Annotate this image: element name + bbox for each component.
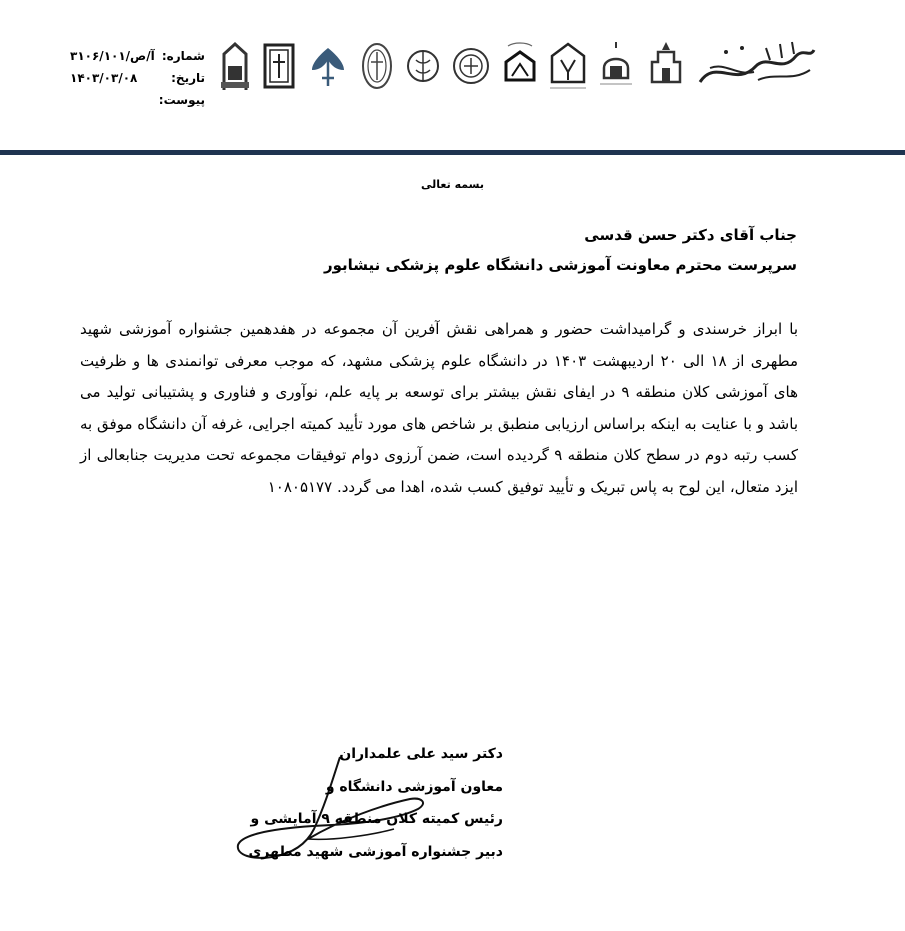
university-emblem-1 [646, 38, 686, 92]
festival-calligraphy-logo [696, 38, 816, 94]
university-emblem-3 [548, 40, 588, 92]
university-emblem-5 [452, 44, 490, 88]
number-label: شماره: [161, 49, 205, 63]
addressee [97, 220, 797, 280]
university-emblem-10 [218, 40, 252, 92]
signature-block [243, 738, 503, 868]
date-value: ۱۴۰۳/۰۳/۰۸ [70, 71, 138, 85]
university-emblem-9 [262, 42, 296, 90]
number-row [70, 44, 205, 66]
addressee-title: سرپرست محترم معاونت آموزشی دانشگاه علوم پزشکی نیشابور [323, 256, 797, 274]
signatory-title-1: معاون آموزشی دانشگاه و [325, 778, 503, 795]
addressee-name: جناب آقای دکتر حسن قدسی [584, 226, 797, 244]
university-emblem-8 [308, 42, 348, 90]
letter-body: با ابراز خرسندی و گرامیداشت حضور و همراهی نقش آفرین آن مجموعه در هفدهمین جشنواره آموزشی شهید مطهری از ۱۸ الی ۲۰ اردیبهشت ۱۴۰۳ در دانشگاه علوم پزشکی مشهد، که موجب معرفی توانمندی ها و ظرفیت های آموزشی کلان منطقه ۹ در ایفای نقش بیشتر برای توسعه بر پایه علم، نوآوری و فناوری و پشتیبانی تولید می باشد و با عنایت به اینکه براساس ارزیابی منطبق بر شاخص های مورد تأیید کمیته اجرایی، غرفه آن دانشگاه موفق به کسب رتبه دوم در سطح کلان منطقه ۹ گردیده است، ضمن آرزوی دوام توفیقات مجموعه تحت مدیریت جنابعالی از ایزد متعال، این لوح به پاس تبریک و تأیید توفیق کسب شده، اهدا می گردد. ۱۰۸۰۵۱۷۷ [80, 320, 798, 496]
signatory-title-3: دبیر جشنواره آموزشی شهید مطهری [248, 843, 503, 860]
letter-metadata [70, 44, 205, 110]
attachment-row [70, 88, 205, 110]
header-divider [0, 150, 905, 155]
university-emblem-2 [596, 38, 636, 92]
university-emblem-4 [500, 40, 540, 90]
signatory-name: دکتر سید علی علمداران [339, 746, 503, 762]
university-emblem-6 [406, 42, 440, 90]
date-row [70, 66, 205, 88]
number-value: ۳۱۰۶/آ/ص/۱۰۱ [70, 49, 155, 63]
signatory-title-2: رئیس کمیته کلان منطقه ۹ آمایشی و [250, 811, 503, 827]
bismillah: بسمه تعالی [421, 178, 484, 191]
university-emblem-7 [360, 40, 394, 92]
logo-strip [218, 38, 818, 94]
attachment-label: پیوست: [158, 93, 205, 107]
date-label: تاریخ: [171, 71, 205, 85]
